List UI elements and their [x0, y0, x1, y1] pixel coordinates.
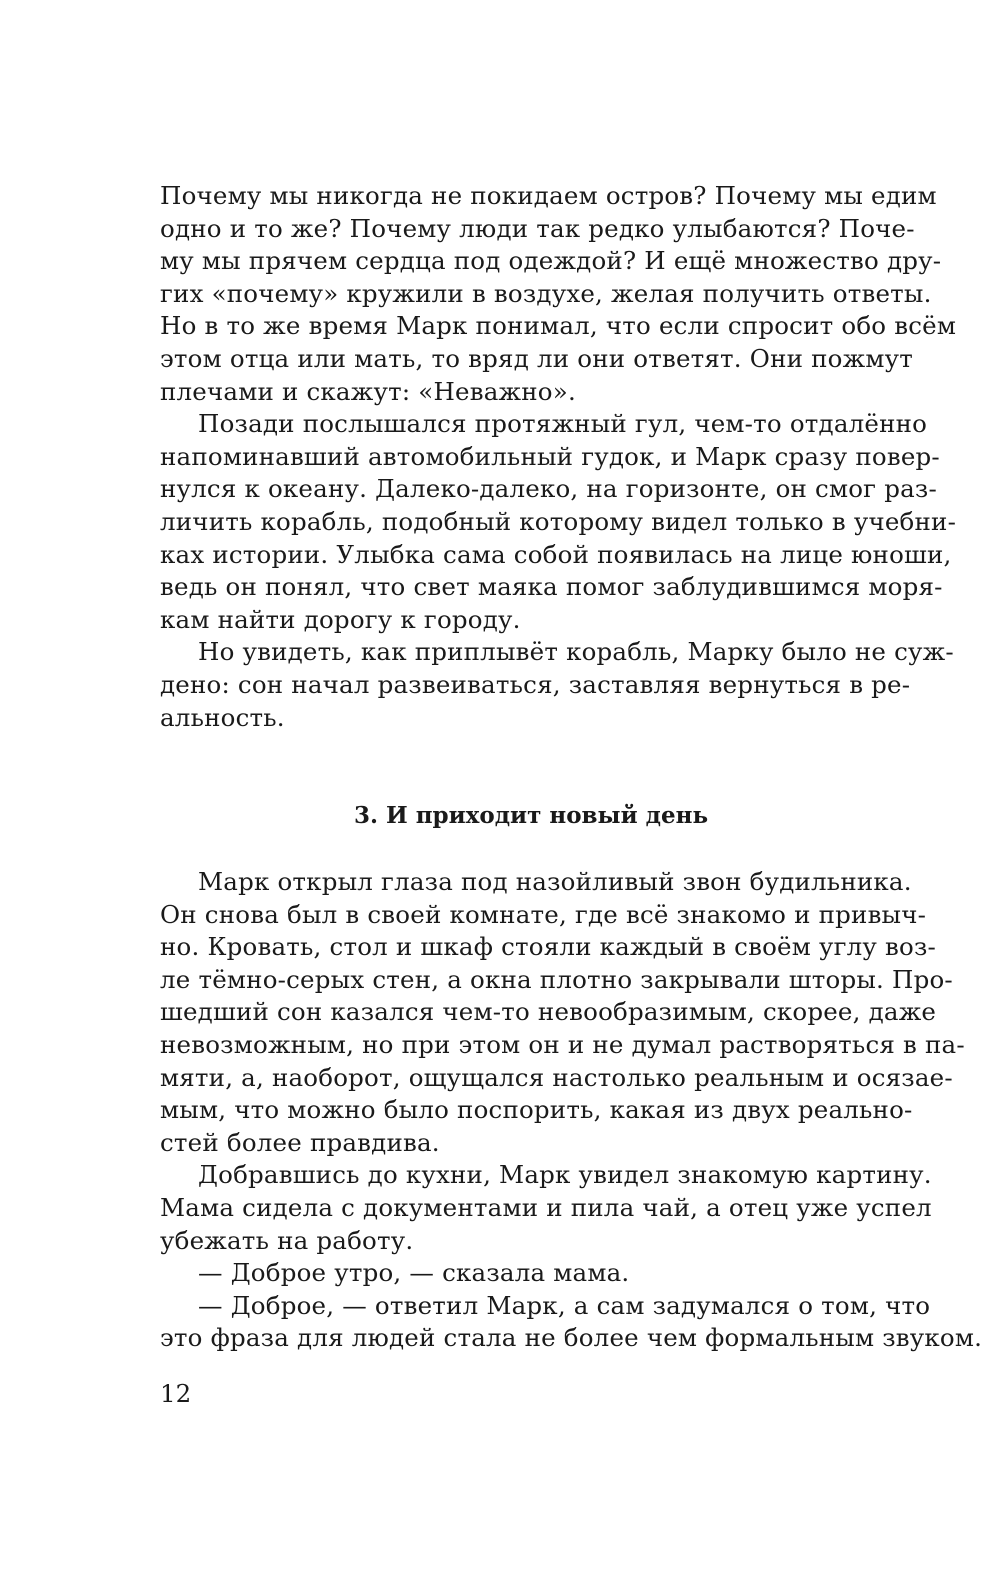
- text-line: нулся к океану. Далеко-далеко, на горизонте, он смог раз-: [160, 474, 937, 504]
- text-line: ках истории. Улыбка сама собой появилась на лице юноши,: [160, 539, 952, 569]
- text-line: шедший сон казался чем-то невообразимым, скорее, даже: [160, 997, 937, 1027]
- text-line: невозможным, но при этом он и не думал растворяться в па-: [160, 1029, 965, 1059]
- chapter-heading: 3. И приходит новый день: [353, 802, 709, 829]
- text-line: напоминавший автомобильный гудок, и Марк сразу повер-: [160, 441, 940, 471]
- text-block-top: [160, 180, 957, 734]
- text-line: — Доброе утро, — сказала мама.: [198, 1258, 630, 1288]
- text-line: ведь он понял, что свет маяка помог заблудившимся моря-: [160, 572, 943, 602]
- text-line: убежать на работу.: [160, 1225, 414, 1255]
- text-line: одно и то же? Почему люди так редко улыбаются? Поче-: [160, 213, 915, 243]
- text-line: му мы прячем сердца под одеждой? И ещё множество дру-: [160, 246, 942, 276]
- text-line: ле тёмно-серых стен, а окна плотно закрывали шторы. Про-: [160, 964, 953, 994]
- text-line: дено: сон начал развеиваться, заставляя вернуться в ре-: [160, 669, 911, 699]
- text-line: стей более правдива.: [160, 1127, 440, 1157]
- text-line: этом отца или мать, то вряд ли они ответят. Они пожмут: [160, 343, 913, 373]
- text-line: Позади послышался протяжный гул, чем-то отдалённо: [198, 409, 928, 439]
- text-line: гих «почему» кружили в воздухе, желая получить ответы.: [160, 278, 932, 308]
- text-line: Он снова был в своей комнате, где всё знакомо и привыч-: [160, 899, 927, 929]
- text-line: Почему мы никогда не покидаем остров? Почему мы едим: [160, 181, 937, 210]
- text-line: альность.: [160, 702, 285, 732]
- text-line: Мама сидела с документами и пила чай, а отец уже успел: [160, 1192, 932, 1222]
- text-line: но. Кровать, стол и шкаф стояли каждый в своём углу воз-: [160, 932, 936, 962]
- text-line: мяти, а, наоборот, ощущался настолько реальным и осязае-: [160, 1062, 953, 1092]
- text-line: Марк открыл глаза под назойливый звон будильника.: [198, 867, 912, 896]
- page-number: 12: [160, 1379, 192, 1408]
- text-line: Но увидеть, как приплывёт корабль, Марку было не суж-: [198, 637, 954, 667]
- text-line: Добравшись до кухни, Марк увидел знакомую картину.: [198, 1160, 932, 1190]
- text-line: мым, что можно было поспорить, какая из двух реально-: [160, 1095, 913, 1125]
- text-line: это фраза для людей стала не более чем формальным звуком.: [160, 1323, 983, 1353]
- text-block-chapter-3: [160, 866, 983, 1355]
- text-line: — Доброе, — ответил Марк, а сам задумался о том, что: [198, 1290, 931, 1320]
- text-line: кам найти дорогу к городу.: [160, 604, 521, 634]
- text-line: Но в то же время Марк понимал, что если спросит обо всём: [160, 311, 957, 341]
- text-line: плечами и скажут: «Неважно».: [160, 376, 576, 406]
- text-line: личить корабль, подобный которому видел только в учебни-: [160, 506, 957, 536]
